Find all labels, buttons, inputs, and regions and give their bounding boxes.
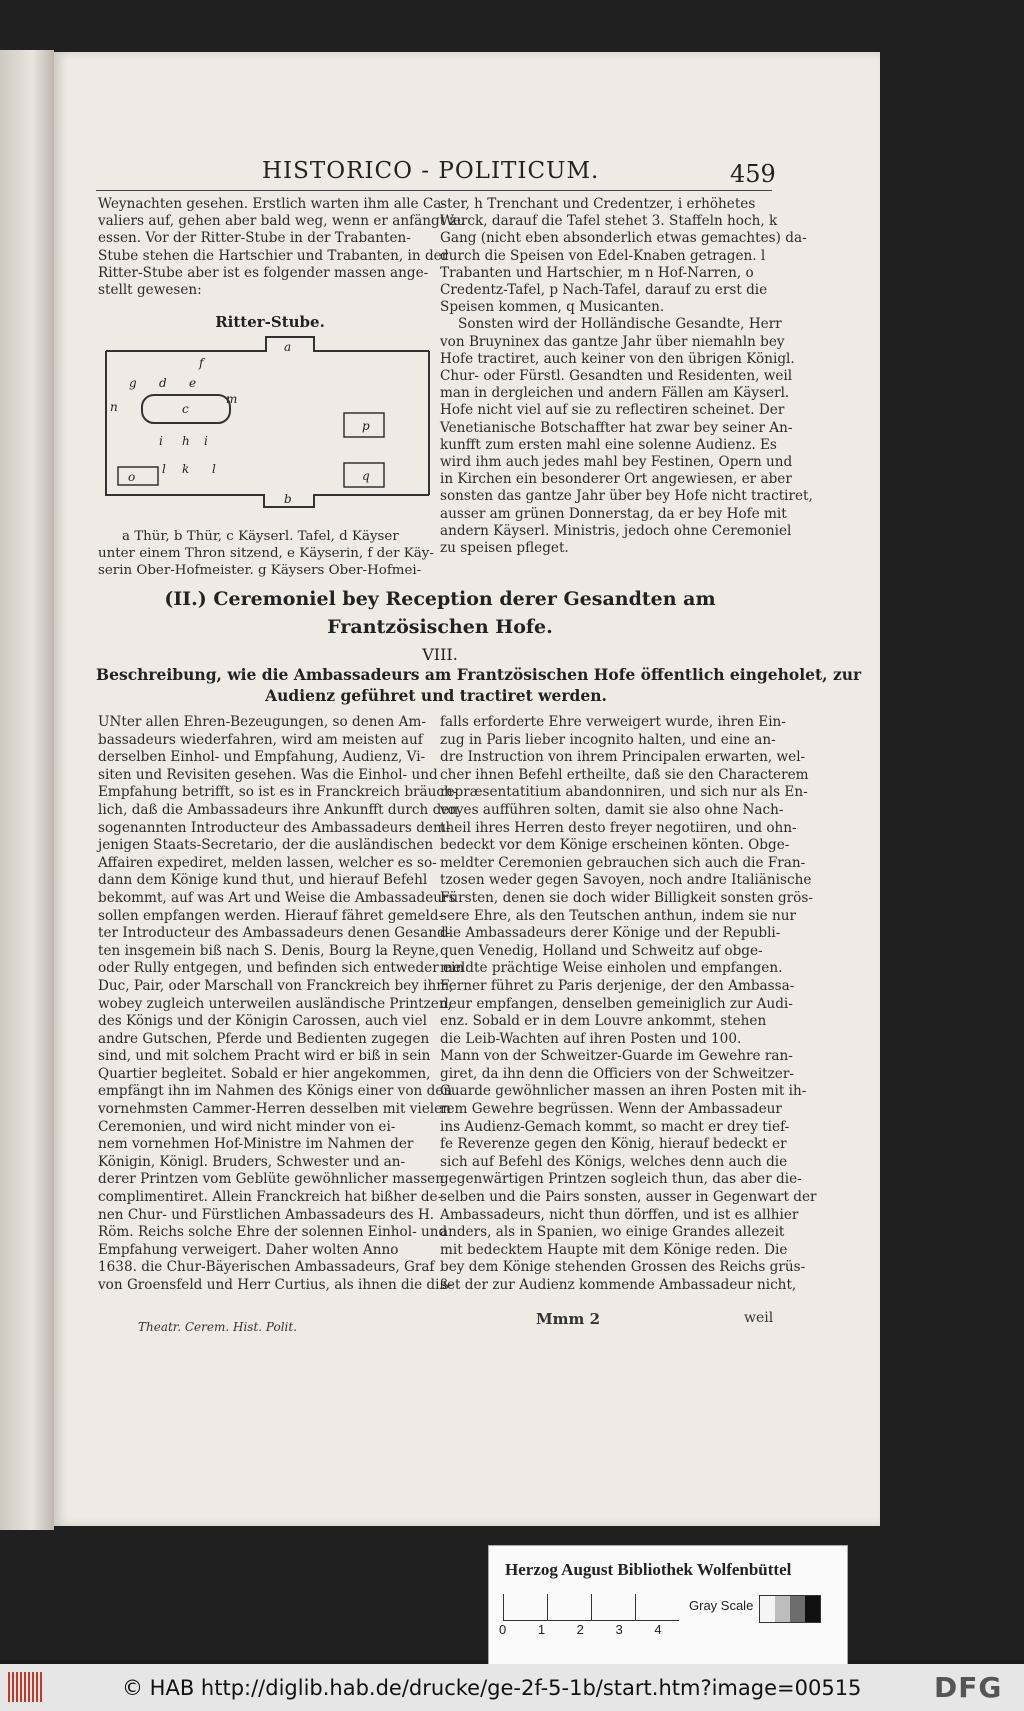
caption-line: serin Ober-Hofmeister. g Käysers Ober-Hofmei-	[98, 563, 422, 579]
text-line: bekommt, auf was Art und Weise die Ambassadeurs	[98, 889, 456, 906]
text-line: Röm. Reichs solche Ehre der solennen Einhol- und	[98, 1224, 448, 1241]
barcode-icon	[8, 1672, 44, 1702]
chapter-title-line: Audienz geführet und tractiret werden.	[265, 686, 607, 705]
plan-label-f: f	[199, 356, 204, 370]
text-line: cher ihnen Befehl ertheilte, daß sie den Characterem	[440, 766, 809, 783]
library-scale-label	[488, 1545, 848, 1665]
text-line: dann dem Könige kund thut, und hierauf Befehl	[98, 872, 428, 889]
plan-label-n: n	[110, 400, 118, 414]
text-line: Credentz-Tafel, p Nach-Tafel, darauf zu erst die	[440, 282, 768, 299]
text-line: meldte prächtige Weise einholen und empfangen.	[440, 960, 783, 977]
plan-label-m: m	[226, 392, 238, 406]
text-line: Gang (nicht eben absonderlich etwas gemachtes) da-	[440, 230, 807, 247]
text-line: deur empfangen, denselben gemeiniglich zur Audi-	[440, 995, 793, 1012]
text-line: wird ihm auch jedes mahl bey Festinen, Opern und	[440, 454, 793, 471]
caption-line: unter einem Thron sitzend, e Käyserin, f der Käy-	[98, 546, 434, 562]
right-column-main	[440, 714, 817, 1295]
text-line: Venetianische Botschaffter hat zwar bey seiner An-	[440, 419, 793, 436]
plan-label-i: i	[159, 434, 163, 448]
text-line: Ambassadeurs, nicht thun dörffen, und ist es allhier	[440, 1206, 799, 1223]
text-line: andre Gutschen, Pferde und Bedienten zugegen	[98, 1030, 430, 1047]
plan-label-h: h	[182, 434, 190, 448]
text-line: Weynachten gesehen. Erstlich warten ihm alle Ca-	[98, 196, 447, 212]
text-line: sind, und mit solchem Pracht wird er biß in sein	[98, 1048, 431, 1065]
caption-line: a Thür, b Thür, c Käyserl. Tafel, d Käyser	[122, 529, 399, 544]
text-line: Chur- oder Fürstl. Gesandten und Residenten, weil	[440, 368, 793, 385]
text-line: repræsentatitium abandonniren, und sich nur als En-	[440, 784, 808, 801]
left-column-main	[98, 714, 465, 1295]
text-line: sich auf Befehl des Königs, welches denn auch die	[440, 1153, 788, 1170]
text-line: anders, als in Spanien, wo einige Grandes allezeit	[440, 1224, 785, 1241]
text-line: derselben Einhol- und Empfahung, Audienz, Vi-	[98, 749, 426, 766]
text-line: Empfahung verweigert. Daher wolten Anno	[98, 1241, 399, 1258]
head-rule	[96, 190, 772, 191]
right-column-top	[440, 196, 813, 557]
text-line: lich, daß die Ambassadeurs ihre Ankunfft durch den	[98, 801, 459, 818]
text-line: sere Ehre, als den Teutschen anthun, indem sie nur	[440, 907, 797, 924]
plan-label-a: a	[284, 340, 292, 354]
chapter-title	[96, 664, 862, 706]
floor-plan	[104, 335, 434, 510]
footer-citation-link[interactable]: © HAB http://diglib.hab.de/drucke/ge-2f-5-1b/start.htm?image=00515	[122, 1676, 862, 1700]
text-line: Mann von der Schweitzer-Guarde im Gewehre ran-	[440, 1048, 793, 1065]
plan-label-g: g	[129, 376, 137, 390]
text-line: ten insgemein biß nach S. Denis, Bourg la Reyne,	[98, 942, 440, 959]
text-line: ins Audienz-Gemach kommt, so macht er drey tief-	[440, 1118, 790, 1135]
text-line: Ferner führet zu Paris derjenige, der den Ambassa-	[440, 977, 795, 994]
plan-title: Ritter-Stube.	[215, 313, 325, 331]
text-line: dre Instruction von ihrem Principalen erwarten, wel-	[440, 749, 806, 766]
catchword: weil	[744, 1310, 774, 1326]
text-line: sogenannten Introducteur des Ambassadeurs dem-	[98, 819, 451, 836]
text-line: theil ihres Herren desto freyer negotiiren, und ohn-	[440, 819, 797, 836]
text-line: durch die Speisen von Edel-Knaben getragen. l	[440, 247, 766, 264]
text-line: man in dergleichen und andern Fällen am Käyserl.	[440, 385, 790, 402]
text-line: ster, h Trenchant und Credentzer, i erhöhetes	[440, 196, 756, 212]
text-line: bassadeurs wiederfahren, wird am meisten auf	[98, 731, 423, 748]
text-line: siten und Revisiten gesehen. Was die Einhol- und	[98, 766, 438, 783]
left-column-top	[98, 196, 466, 299]
text-line: derer Printzen vom Geblüte gewöhnlicher massen	[98, 1171, 444, 1188]
text-line: von Bruyninex das gantze Jahr über niemahln bey	[440, 333, 785, 350]
plan-label-l: l	[212, 462, 216, 476]
text-line: die Ambassadeurs derer Könige und der Republi-	[440, 925, 781, 942]
text-line: Stube stehen die Hartschier und Trabanten, in der	[98, 247, 449, 264]
text-line: enz. Sobald er in dem Louvre ankommt, stehen	[440, 1013, 767, 1030]
plan-label-e: e	[189, 376, 197, 390]
text-line: Guarde gewöhnlicher massen an ihren Posten mit ih-	[440, 1083, 807, 1100]
plan-label-p: p	[362, 419, 370, 433]
section-heading	[100, 585, 780, 641]
section-heading-line: (II.) Ceremoniel bey Reception derer Gesandten am	[164, 588, 716, 610]
left-page-edge	[0, 50, 54, 1530]
text-line: Hofe nicht viel auf sie zu reflectiren scheinet. Der	[440, 402, 785, 419]
text-line: die Leib-Wachten auf ihren Posten und 100.	[440, 1030, 742, 1047]
dfg-logo: DFG	[934, 1671, 1003, 1704]
text-line: sollen empfangen werden. Hierauf fähret gemeld-	[98, 907, 444, 924]
text-line: gegenwärtigen Printzen sogleich thun, das aber die-	[440, 1171, 802, 1188]
text-line: Speisen kommen, q Musicanten.	[440, 299, 665, 316]
text-line: falls erforderte Ehre verweigert wurde, ihren Ein-	[440, 714, 786, 730]
text-line: ausser am grünen Donnerstag, da er bey Hofe mit	[440, 505, 787, 522]
text-line: voyes aufführen solten, damit sie also ohne Nach-	[440, 801, 784, 818]
text-line: sonsten das gantze Jahr über bey Hofe nicht tractiret,	[440, 488, 813, 505]
text-line: andern Käyserl. Ministris, jedoch ohne Ceremoniel	[440, 522, 792, 539]
plan-label-c: c	[182, 402, 189, 416]
chapter-number: VIII.	[422, 645, 458, 664]
scale-ruler	[503, 1594, 679, 1621]
page-number: 459	[730, 160, 776, 188]
text-line: rem Gewehre begrüssen. Wenn der Ambassadeur	[440, 1101, 782, 1118]
plan-label-l: l	[162, 462, 166, 476]
text-line: Trabanten und Hartschier, m n Hof-Narren, o	[440, 264, 754, 281]
text-line: quen Venedig, Holland und Schweitz auf obge-	[440, 942, 763, 959]
text-line: bedeckt vor dem Könige erscheinen könten. Obge-	[440, 837, 790, 854]
text-line: Werck, darauf die Tafel stehet 3. Staffeln hoch, k	[440, 213, 778, 230]
library-name: Herzog August Bibliothek Wolfenbüttel	[505, 1560, 792, 1579]
text-line: Ceremonien, und wird nicht minder von ei-	[98, 1118, 396, 1135]
text-line: zu speisen pfleget.	[440, 540, 569, 557]
gray-scale-swatch	[759, 1595, 821, 1623]
gray-scale-label: Gray Scale	[689, 1598, 754, 1613]
text-line: complimentiret. Allein Franckreich hat bißher de-	[98, 1189, 443, 1206]
text-line: tzosen weder gegen Savoyen, noch andre Italiänische	[440, 872, 812, 889]
text-line: des Königs und der Königin Carossen, auch viel	[98, 1013, 427, 1030]
text-line: in Kirchen ein besonderer Ort angewiesen, er aber	[440, 471, 792, 488]
text-line: jenigen Staats-Secretario, der die ausländischen	[98, 837, 434, 854]
text-line: wobey zugleich unterweilen ausländische Printzen,	[98, 995, 452, 1012]
signature-mark: Mmm 2	[536, 1310, 601, 1328]
text-line: oder Rully entgegen, und befinden sich entweder ein	[98, 960, 465, 977]
text-line: Ritter-Stube aber ist es folgender massen ange-	[98, 264, 429, 281]
text-line: meldter Ceremonien gebrauchen sich auch die Fran-	[440, 854, 806, 871]
text-line: essen. Vor der Ritter-Stube in der Trabanten-	[98, 230, 411, 247]
section-heading-line: Frantzösischen Hofe.	[327, 616, 553, 638]
text-line: empfängt ihn im Nahmen des Königs einer von den	[98, 1083, 453, 1100]
text-line: von Groensfeld und Herr Curtius, als ihnen die diß-	[98, 1277, 454, 1293]
plan-label-d: d	[159, 376, 167, 390]
text-line: Duc, Pair, oder Marschall von Franckreich bey ihm,	[98, 977, 454, 994]
chapter-title-line: Beschreibung, wie die Ambassadeurs am Frantzösischen Hofe öffentlich eingeholet, zur	[96, 665, 862, 684]
plan-caption	[98, 528, 434, 580]
plan-label-b: b	[284, 492, 292, 506]
signature-left: Theatr. Cerem. Hist. Polit.	[138, 1320, 298, 1334]
plan-label-q: q	[362, 469, 370, 483]
text-line: Königin, Königl. Bruders, Schwester und an-	[98, 1153, 406, 1170]
text-line: UNter allen Ehren-Bezeugungen, so denen Am-	[98, 714, 426, 730]
text-line: valiers auf, gehen aber bald weg, wenn er anfängt zu	[98, 213, 466, 230]
scale-numbers: 0 1 2 3 4	[499, 1622, 662, 1637]
text-line: kunfft zum ersten mahl eine solenne Audienz. Es	[440, 436, 777, 453]
text-line: nem vornehmen Hof-Ministre im Nahmen der	[98, 1136, 414, 1153]
text-line: Affairen expediret, melden lassen, welcher es so-	[98, 854, 437, 871]
text-line: mit bedecktem Haupte mit dem Könige reden. Die	[440, 1241, 788, 1258]
text-line: ter Introducteur des Ambassadeurs denen Gesand-	[98, 925, 451, 942]
text-line: stellt gewesen:	[98, 282, 202, 299]
credenza-table	[118, 467, 158, 485]
text-line: zug in Paris lieber incognito halten, und eine an-	[440, 731, 776, 748]
text-line: Hofe tractiret, auch keiner von den übrigen Königl.	[440, 350, 795, 367]
text-line: Fürsten, denen sie doch wider Billigkeit sonsten grös-	[440, 889, 813, 906]
text-line: vornehmsten Cammer-Herren desselben mit vielen	[98, 1101, 451, 1118]
text-line: Sonsten wird der Holländische Gesandte, Herr	[458, 316, 782, 333]
text-line: set der zur Audienz kommende Ambassadeur nicht,	[440, 1277, 797, 1293]
text-line: 1638. die Chur-Bäyerischen Ambassadeurs, Graf	[98, 1259, 435, 1276]
text-line: giret, da ihn denn die Officiers von der Schweitzer-	[440, 1065, 794, 1082]
plan-label-k: k	[182, 462, 190, 476]
text-line: bey dem Könige stehenden Grossen des Reichs grüs-	[440, 1259, 806, 1276]
text-line: Empfahung betrifft, so ist es in Franckreich bräuch-	[98, 784, 458, 801]
plan-label-i: i	[204, 434, 208, 448]
running-head: HISTORICO - POLITICUM.	[262, 158, 600, 184]
text-line: selben und die Pairs sonsten, ausser in Gegenwart der	[440, 1189, 817, 1206]
text-line: fe Reverenze gegen den König, hierauf bedeckt er	[440, 1136, 787, 1153]
text-line: nen Chur- und Fürstlichen Ambassadeurs des H.	[98, 1206, 435, 1223]
plan-label-o: o	[128, 470, 136, 484]
text-line: Quartier begleitet. Sobald er hier angekommen,	[98, 1065, 431, 1082]
